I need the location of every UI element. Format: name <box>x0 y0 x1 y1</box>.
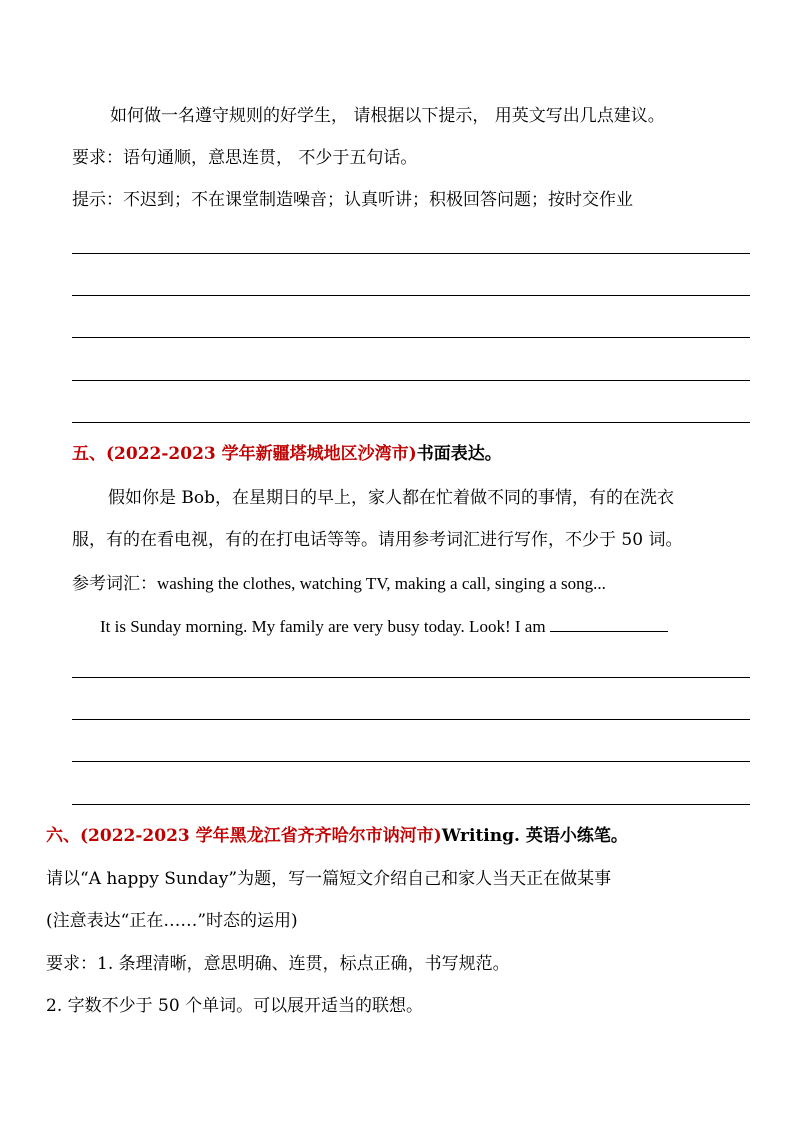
writing-line <box>72 804 750 805</box>
vocab-list: washing the clothes, watching TV, making a call, singing a song... <box>157 574 606 593</box>
section5-para2: 服，有的在看电视，有的在打电话等等。请用参考词汇进行写作，不少于 50 词。 <box>72 530 683 550</box>
starter-sentence: It is Sunday morning. My family are very busy today. Look! I am <box>100 617 546 636</box>
section6-heading <box>46 828 628 845</box>
section6-line4: 2. 字数不少于 50 个单词。可以展开适当的联想。 <box>46 996 424 1016</box>
section5-starter-line <box>100 617 668 635</box>
writing-line <box>72 719 750 720</box>
section5-para1: 假如你是 Bob，在星期日的早上，家人都在忙着做不同的事情，有的在洗衣 <box>108 488 675 508</box>
section5-task: 书面表达。 <box>416 444 502 464</box>
writing-line <box>72 761 750 762</box>
writing-line <box>72 253 750 254</box>
writing-line <box>72 677 750 678</box>
section4-hints: 提示：不迟到；不在课堂制造噪音；认真听讲；积极回答问题；按时交作业 <box>72 190 633 210</box>
section4-intro: 如何做一名遵守规则的好学生， 请根据以下提示， 用英文写出几点建议。 <box>110 106 665 126</box>
section6-number: 六、 <box>46 826 80 846</box>
section6-source: (2022-2023 学年黑龙江省齐齐哈尔市讷河市) <box>80 826 442 846</box>
section5-source: (2022-2023 学年新疆塔城地区沙湾市) <box>106 444 417 464</box>
section5-heading <box>72 446 502 463</box>
section6-task: Writing. 英语小练笔。 <box>441 826 628 846</box>
writing-line <box>72 295 750 296</box>
section5-number: 五、 <box>72 444 106 464</box>
section5-vocab-line <box>72 575 606 593</box>
writing-line <box>72 337 750 338</box>
writing-line <box>72 380 750 381</box>
section6-line1: 请以“A happy Sunday”为题，写一篇短文介绍自己和家人当天正在做某事 <box>46 869 612 889</box>
section6-line2: (注意表达“正在……”时态的运用) <box>46 911 298 931</box>
section4-requirement: 要求：语句通顺，意思连贯， 不少于五句话。 <box>72 148 418 168</box>
section6-line3: 要求：1. 条理清晰，意思明确、连贯，标点正确，书写规范。 <box>46 954 510 974</box>
vocab-label: 参考词汇： <box>72 574 157 594</box>
fill-in-blank[interactable] <box>550 617 668 632</box>
writing-line <box>72 422 750 423</box>
